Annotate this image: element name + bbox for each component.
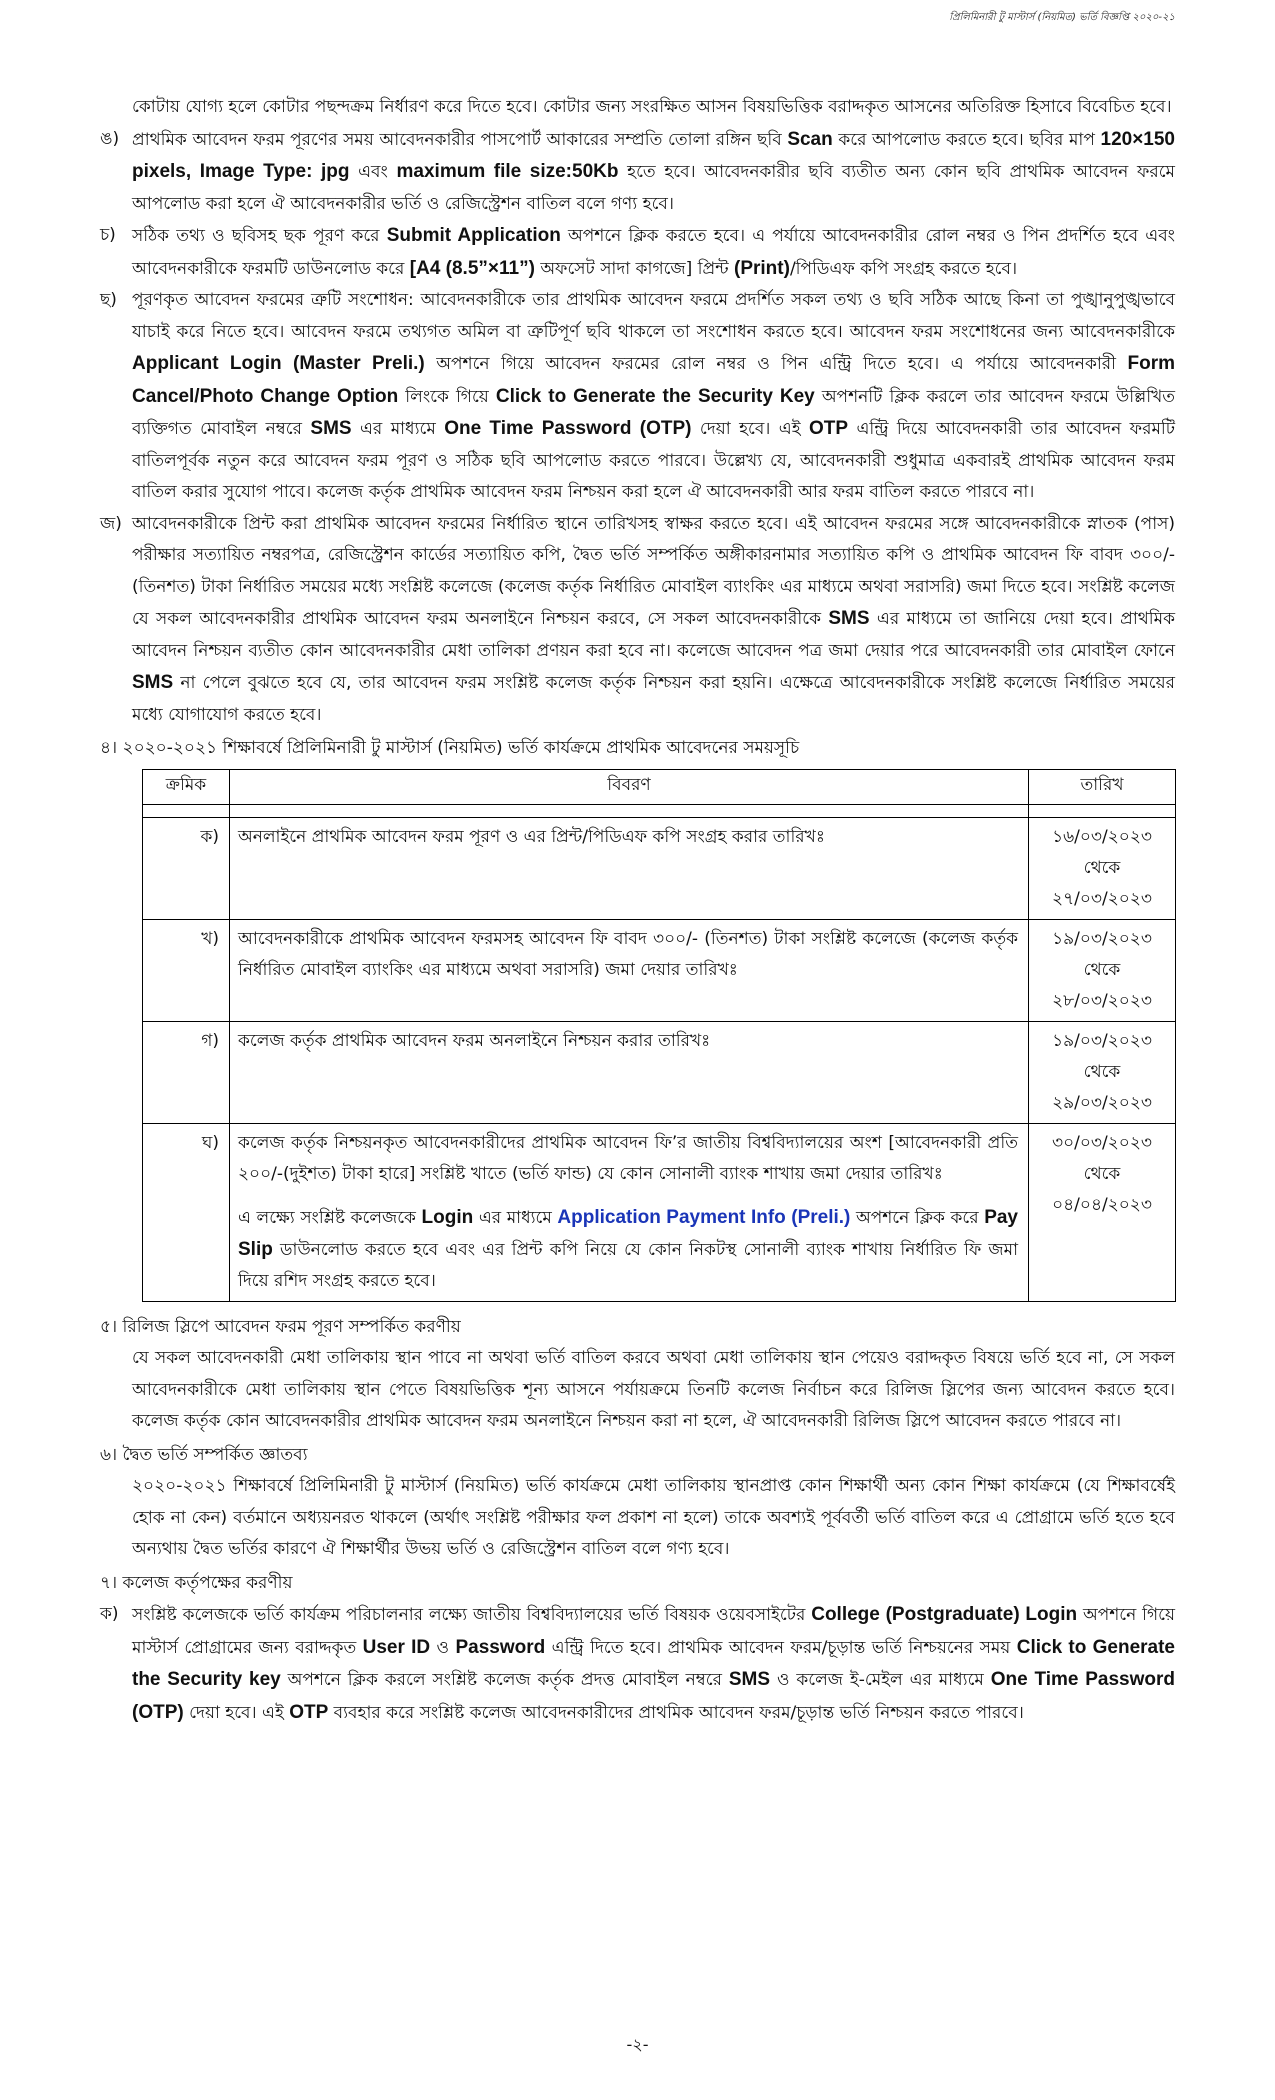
item-keyword: Form Cancel/Photo Change Option [132,353,1175,407]
item-text: এর মাধ্যমে তা জানিয়ে দেয়া হবে। প্রাথমিক আবেদন নিশ্চয়ন ব্যতীত কোন আবেদনকারীর মেধা তালিকা প্রণয়ন করা হবে না। কলেজে আবেদন পত্র জমা দেয়ার পরে আবেদনকারী তার মোবাইল ফোনে [132,609,1176,661]
note-keyword: Pay Slip [238,1206,1018,1260]
date-separator: থেকে [1083,857,1121,878]
date-from: ১৬/০৩/২০২৩ [1052,826,1152,847]
item-keyword: Click to Generate the Security Key [495,385,815,407]
item-text: /পিডিএফ কপি সংগ্রহ করতে হবে। [789,258,1018,279]
item-text: না পেলে বুঝতে হবে যে, তার আবেদন ফরম সংশ্লিষ্ট কলেজ কর্তৃক নিশ্চয়ন করা হয়নি। এক্ষেত্রে আবেদনকারীকে সংশ্লিষ্ট কলেজে নির্ধারিত সময়ের মধ্যে যোগাযোগ করতে হবে। [132,673,1175,725]
item-text: পূরণকৃত আবেদন ফরমের ত্রুটি সংশোধন: আবেদনকারীকে তার প্রাথমিক আবেদন ফরমে প্রদর্শিত সকল তথ্য ও ছবি সঠিক আছে কিনা তা পুঙ্খানুপুঙ্খভাবে যাচাই করে নিতে হবে। আবেদন ফরমে তথ্যগত অমিল বা ত্রুটিপূর্ণ ছবি থাকলে তা সংশোধন করতে হবে। আবেদন ফরম সংশোধনের জন্য আবেদনকারীকে [132,290,1175,342]
item-marker: ঙ) [100,128,120,149]
row-description [230,1123,1029,1301]
item-keyword: SMS [310,418,352,439]
table-row [143,1021,1176,1123]
date-to: ২৭/০৩/২০২৩ [1052,888,1152,909]
date-to: ০৪/০৪/২০২৩ [1052,1194,1152,1215]
date-from: ৩০/০৩/২০২৩ [1052,1132,1152,1153]
date-to: ২৮/০৩/২০২৩ [1052,990,1152,1011]
note-text: এর মাধ্যমে [473,1207,558,1228]
item-text: আবেদনকারীকে প্রিন্ট করা প্রাথমিক আবেদন ফরমের নির্ধারিত স্থানে তারিখসহ স্বাক্ষর করতে হবে। এই আবেদন ফরমের সঙ্গে আবেদনকারীকে স্নাতক (পাস) পরীক্ষার সত্যায়িত নম্বরপত্র, রেজিস্ট্রেশন কার্ডের সত্যায়িত কপি, দ্বৈত ভর্তি সম্পর্কিত অঙ্গীকারনামার সত্যায়িত কপি ও প্রাথমিক আবেদন ফি বাবদ ৩০০/- (তিনশত) টাকা নির্ধারিত সময়ের মধ্যে সংশ্লিষ্ট কলেজে (কলেজ কর্তৃক নির্ধারিত মোবাইল ব্যাংকিং এর মাধ্যমে অথবা সরাসরি) জমা দিতে হবে। সংশ্লিষ্ট কলেজ যে সকল আবেদনকারীর প্রাথমিক আবেদন ফরম অনলাইনে নিশ্চয়ন করবে, সে সকল আবেদনকারীকে [132,513,1175,629]
row-description: কলেজ কর্তৃক প্রাথমিক আবেদন ফরম অনলাইনে নিশ্চয়ন করার তারিখঃ [230,1021,1029,1123]
column-header-serial: ক্রমিক [143,769,230,804]
note-text: ডাউনলোড করতে হবে এবং এর প্রিন্ট কপি নিয়ে যে কোন নিকটস্থ সোনালী ব্যাংক শাখায় নির্ধারিত ফি জমা দিয়ে রশিদ সংগ্রহ করতে হবে। [238,1239,1018,1291]
item-text: লিংকে গিয়ে [398,386,496,407]
table-spacer-row [143,804,1176,817]
item-marker: জ) [100,513,122,534]
header-note: প্রিলিমিনারী টু মাস্টার্স (নিয়মিত) ভর্তি বিজ্ঞপ্তি ২০২০-২১ [949,12,1175,23]
section-heading: ৫। রিলিজ স্লিপে আবেদন ফরম পূরণ সম্পর্কিত করণীয় [100,1316,461,1337]
item-text: এবং [349,162,397,182]
note-keyword-highlight: Application Payment Info (Preli.) [557,1206,851,1228]
item-keyword: Click to Generate the Security key [132,1636,1175,1690]
item-keyword: OTP [289,1701,329,1723]
item-keyword: OTP [808,418,849,439]
item-text: সঠিক তথ্য ও ছবিসহ ছক পূরণ করে [132,226,387,246]
item-keyword: One Time Password (OTP) [444,418,692,439]
item-text: এন্ট্রি দিয়ে আবেদনকারী তার আবেদন ফরমটি বাতিলপূর্বক নতুন করে আবেদন ফরম পূরণ ও সঠিক ছবি আপলোড করতে পারবে। উল্লেখ্য যে, আবেদনকারী শুধুমাত্র একবারই প্রাথমিক আবেদন ফরম বাতিল করার সুযোগ পাবে। কলেজ কর্তৃক প্রাথমিক আবেদন ফরম নিশ্চয়ন করা হলে ঐ আবেদনকারী আর ফরম বাতিল করতে পারবে না। [132,419,1176,502]
item-marker: চ) [100,225,116,245]
item-chha [100,285,1175,509]
date-separator: থেকে [1083,1163,1121,1184]
section-heading: ৭। কলেজ কর্তৃপক্ষের করণীয় [100,1572,293,1593]
note-text: এ লক্ষ্যে সংশ্লিষ্ট কলেজকে [238,1207,422,1228]
item-cha [100,220,1175,285]
section-6 [100,1440,1175,1566]
item-keyword: One Time Password (OTP) [132,1669,1175,1723]
section-5 [100,1312,1175,1438]
item-text: ও [430,1637,456,1658]
item-keyword: 120×150 pixels, Image Type: jpg [132,128,1175,182]
date-from: ১৯/০৩/২০২৩ [1052,1030,1152,1051]
item-text: অপশনে গিয়ে মাস্টার্স প্রোগ্রামের জন্য বরাদ্দকৃত [132,1605,1175,1658]
item-uo [100,124,1175,221]
section-body: ২০২০-২০২১ শিক্ষাবর্ষে প্রিলিমিনারী টু মাস্টার্স (নিয়মিত) ভর্তি কার্যক্রমে মেধা তালিকায় স্থানপ্রাপ্ত কোন শিক্ষার্থী অন্য কোন শিক্ষা কার্যক্রমে (যে শিক্ষাবর্ষেই হোক না কেন) বর্তমানে অধ্যয়নরত থাকলে (অর্থাৎ সংশ্লিষ্ট পরীক্ষার ফল প্রকাশ না হলে) তাকে অবশ্যই পূর্ববর্তী ভর্তি বাতিল করে এ প্রোগ্রামে ভর্তি হতে হবে অন্যথায় দ্বৈত ভর্তির কারণে ঐ শিক্ষার্থীর উভয় ভর্তি ও রেজিস্ট্রেশন বাতিল বলে গণ্য হবে। [132,1476,1175,1559]
item-text: ব্যবহার করে সংশ্লিষ্ট কলেজ আবেদনকারীদের প্রাথমিক আবেদন ফরম/চূড়ান্ত ভর্তি নিশ্চয়ন করতে পারবে। [328,1702,1024,1723]
row-date [1029,817,1176,919]
table-row [143,1123,1176,1301]
date-separator: থেকে [1083,1061,1121,1082]
row-description-text: কলেজ কর্তৃক নিশ্চয়নকৃত আবেদনকারীদের প্রাথমিক আবেদন ফি’র জাতীয় বিশ্ববিদ্যালয়ের অংশ [আবেদনকারী প্রতি ২০০/-(দুইশত) টাকা হারে] সংশ্লিষ্ট খাতে (ভর্তি ফান্ড) যে কোন সোনালী ব্যাংক শাখায় জমা দেয়ার তারিখঃ [238,1132,1018,1184]
section-heading: ৬। দ্বৈত ভর্তি সম্পর্কিত জ্ঞাতব্য [100,1444,308,1465]
note-text: অপশনে ক্লিক করে [850,1207,985,1228]
item-keyword: (Print) [734,257,790,279]
item-keyword: maximum file size:50Kb [396,161,619,182]
table-row [143,817,1176,919]
item-text: এন্ট্রি দিতে হবে। প্রাথমিক আবেদন ফরম/চূড়ান্ত ভর্তি নিশ্চয়নের সময় [545,1637,1017,1658]
table-header-row [143,769,1176,804]
section-body: যে সকল আবেদনকারী মেধা তালিকায় স্থান পাবে না অথবা ভর্তি বাতিল করবে অথবা মেধা তালিকায় স্থান পেয়েও বরাদ্দকৃত বিষয়ে ভর্তি হবে না, সে সকল আবেদনকারীকে মেধা তালিকায় স্থান পেতে বিষয়ভিত্তিক শূন্য আসনে পর্যায়ক্রমে তিনটি কলেজ নির্বাচন করে রিলিজ স্লিপের জন্য আবেদন করতে হবে। কলেজ কর্তৃক কোন আবেদনকারীর প্রাথমিক আবেদন ফরম অনলাইনে নিশ্চয়ন করা না হলে, ঐ আবেদনকারী রিলিজ স্লিপে আবেদন করতে পারবে না। [132,1348,1175,1431]
section-heading: ৪। ২০২০-২০২১ শিক্ষাবর্ষে প্রিলিমিনারী টু মাস্টার্স (নিয়মিত) ভর্তি কার্যক্রমে প্রাথমিক আবেদনের সময়সূচি [100,738,800,758]
intro-paragraph [100,92,1175,124]
item-keyword: College (Postgraduate) Login [811,1604,1078,1625]
section-7 [100,1568,1175,1730]
row-serial: ঘ) [143,1123,230,1301]
section-4 [100,733,1175,1302]
item-text: প্রাথমিক আবেদন ফরম পূরণের সময় আবেদনকারীর পাসপোর্ট আকারের সম্প্রতি তোলা রঙ্গিন ছবি [132,129,788,150]
item-keyword: SMS [828,608,870,629]
row-description-note [238,1202,1018,1297]
column-header-date: তারিখ [1029,769,1176,804]
table-row [143,919,1176,1021]
item-marker: ক) [100,1604,119,1624]
row-description: আবেদনকারীকে প্রাথমিক আবেদন ফরমসহ আবেদন ফি বাবদ ৩০০/- (তিনশত) টাকা সংশ্লিষ্ট কলেজে (কলেজ কর্তৃক নির্ধারিত মোবাইল ব্যাংকিং এর মাধ্যমে অথবা সরাসরি) জমা দেয়ার তারিখঃ [230,919,1029,1021]
row-date [1029,919,1176,1021]
item-keyword: Submit Application [386,225,561,246]
document-body [100,92,1175,1729]
item-text: দেয়া হবে। এই [691,419,809,439]
item-keyword: SMS [132,672,174,693]
row-date [1029,1123,1176,1301]
row-date [1029,1021,1176,1123]
item-text: করে আপলোড করতে হবে। ছবির মাপ [832,129,1101,150]
date-to: ২৯/০৩/২০২৩ [1052,1092,1152,1113]
item-text: অপশনটি ক্লিক করলে তার আবেদন ফরমে উল্লিখিত ব্যক্তিগত মোবাইল নম্বরে [132,386,1176,439]
item-text: অপশনে ক্লিক করতে হবে। এ পর্যায়ে আবেদনকারীর রোল নম্বর ও পিন প্রদর্শিত হবে এবং আবেদনকারীকে ফরমটি ডাউনলোড করে [132,226,1175,279]
note-keyword: Login [421,1206,474,1228]
item-keyword: Applicant Login (Master Preli.) [132,353,425,374]
item-text: সংশ্লিষ্ট কলেজকে ভর্তি কার্যক্রম পরিচালনার লক্ষ্যে জাতীয় বিশ্ববিদ্যালয়ের ভর্তি বিষয়ক ওয়েবসাইটের [132,1605,812,1625]
item-text: হতে হবে। আবেদনকারীর ছবি ব্যতীত অন্য কোন ছবি প্রাথমিক আবেদন ফরমে আপলোড করা হলে ঐ আবেদনকারীর ভর্তি ও রেজিস্ট্রেশন বাতিল বলে গণ্য হবে। [132,162,1175,214]
row-serial: খ) [143,919,230,1021]
item-keyword: Scan [787,128,833,150]
item-text: অফসেট সাদা কাগজে] প্রিন্ট [534,258,734,279]
item-keyword: SMS [728,1669,771,1690]
item-keyword: User ID [362,1636,431,1658]
item-text: এর মাধ্যমে [351,419,445,439]
item-marker: ছ) [100,290,117,310]
item-text: অপশনে গিয়ে আবেদন ফরমের রোল নম্বর ও পিন এন্ট্রি দিতে হবে। এ পর্যায়ে আবেদনকারী [424,354,1128,374]
column-header-description: বিবরণ [230,769,1029,804]
intro-text: কোটায় যোগ্য হলে কোটার পছন্দক্রম নির্ধারণ করে দিতে হবে। কোটার জন্য সংরক্ষিত আসন বিষয়ভিত্তিক বরাদ্দকৃত আসনের অতিরিক্ত হিসাবে বিবেচিত হবে। [132,97,1172,117]
date-from: ১৯/০৩/২০২৩ [1052,928,1152,949]
item-text: ও কলেজ ই-মেইল এর মাধ্যমে [770,1670,991,1690]
row-description: অনলাইনে প্রাথমিক আবেদন ফরম পূরণ ও এর প্রিন্ট/পিডিএফ কপি সংগ্রহ করার তারিখঃ [230,817,1029,919]
row-serial: গ) [143,1021,230,1123]
item-text: দেয়া হবে। এই [183,1702,290,1723]
date-separator: থেকে [1083,959,1121,980]
item-text: অপশনে ক্লিক করলে সংশ্লিষ্ট কলেজ কর্তৃক প্রদত্ত মোবাইল নম্বরে [280,1670,729,1690]
row-serial: ক) [143,817,230,919]
item-keyword: [A4 (8.5”×11”) [409,257,535,279]
item-ja [100,509,1175,732]
item-keyword: Password [455,1636,546,1658]
schedule-table [142,769,1176,1302]
page-number: -২- [626,2035,649,2054]
section-7-item-ka [100,1599,1175,1729]
